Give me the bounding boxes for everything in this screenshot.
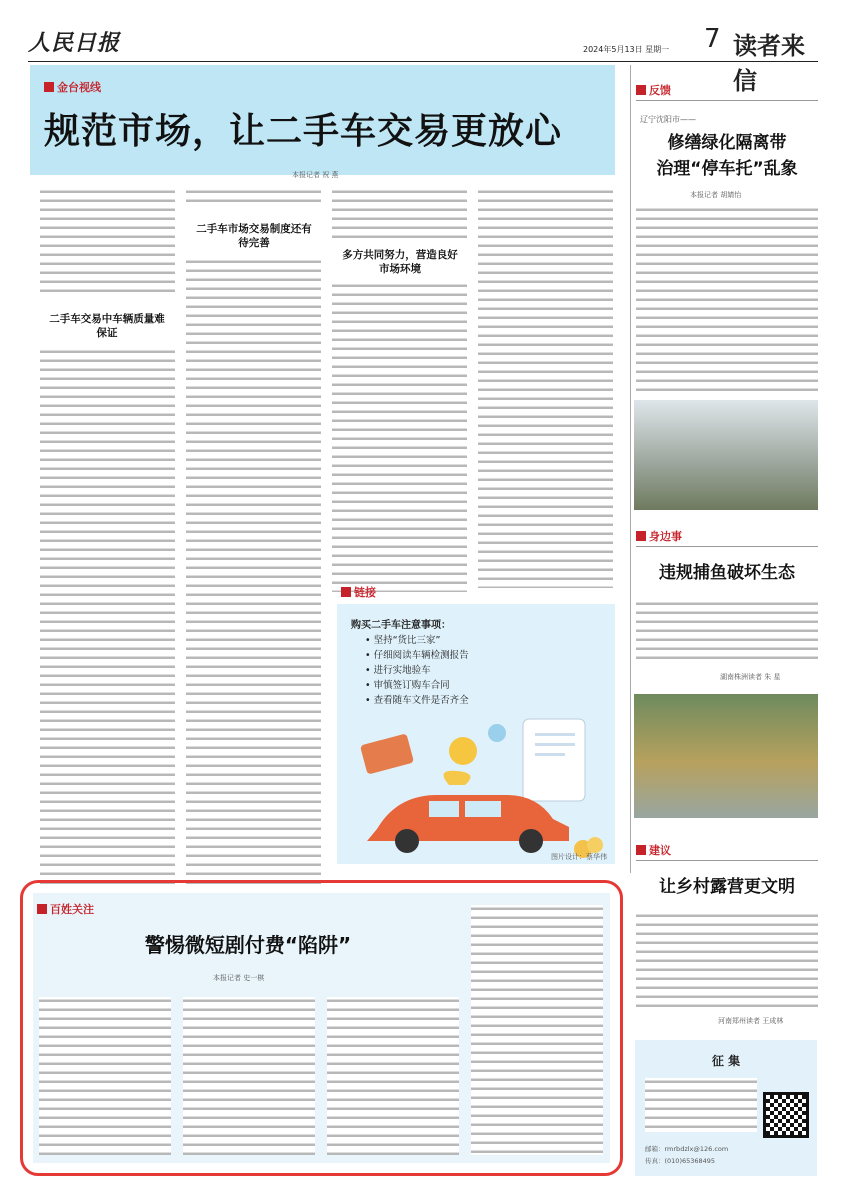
tip-item: • 进行实地验车 (365, 665, 431, 676)
camping-title: 让乡村露营更文明 (659, 877, 795, 897)
article-column (40, 348, 175, 888)
newspaper-logo: 人民日报 (28, 30, 121, 56)
feedback-title-line1: 修缮绿化隔离带 (667, 133, 787, 153)
feedback-pre-title: 辽宁沈阳市—— (640, 115, 696, 124)
feedback-section-label: 反馈 (636, 82, 671, 98)
link-section-label: 链接 (341, 584, 376, 600)
qr-code-icon[interactable] (763, 1092, 809, 1138)
tips-title: 购买二手车注意事项： (351, 620, 451, 631)
divider (636, 546, 818, 547)
car-illustration (337, 699, 615, 864)
bottom-byline: 本报记者 史一棋 (213, 974, 265, 982)
highlighted-article (33, 893, 610, 1163)
hero-byline: 本报记者 祝 燕 (292, 171, 339, 179)
hero-section-label: 金台视线 (44, 79, 101, 95)
hero-headline: 规范市场，让二手车交易更放心 (44, 111, 563, 152)
fishing-title: 违规捕鱼破坏生态 (659, 563, 795, 583)
article-column (332, 188, 467, 238)
article-subhead: 多方共同努力，营造良好市场环境 (342, 249, 458, 275)
notice-text (645, 1078, 757, 1132)
greenbelt-photo (634, 400, 818, 510)
highlighted-article-frame (20, 880, 623, 1176)
tips-infographic (337, 586, 615, 864)
divider (636, 100, 818, 101)
article-column (183, 997, 315, 1155)
tip-item: • 查看随车文件是否齐全 (365, 695, 469, 706)
article-column (186, 258, 321, 886)
notice-fax: 传真：(010)65368495 (645, 1157, 716, 1165)
camping-sign: 河南郑州读者 王成林 (718, 1017, 784, 1025)
river-photo (634, 694, 818, 818)
hero-banner (30, 65, 615, 175)
suggestion-section-label: 建议 (636, 842, 671, 858)
bow-icon (444, 771, 471, 785)
coin-icon (449, 737, 477, 765)
article-column (478, 188, 613, 588)
column-rule (630, 65, 631, 873)
tips-list (351, 618, 469, 708)
article-subhead: 二手车交易中车辆质量难保证 (49, 313, 165, 339)
article-column (636, 206, 818, 392)
call-for-letters-box (635, 1040, 817, 1176)
divider (636, 860, 818, 861)
article-column (636, 600, 818, 664)
notice-title: 征 集 (711, 1054, 741, 1068)
tip-item: • 审慎签订购车合同 (365, 680, 450, 691)
feedback-title-line2: 治理“停车托”乱象 (656, 159, 798, 179)
page-title: 读者来信 (733, 32, 805, 95)
article-column (471, 905, 603, 1155)
article-column (186, 188, 321, 208)
bottom-headline: 警惕微短剧付费“陷阱” (144, 933, 352, 957)
tip-item: • 仔细阅读车辆检测报告 (365, 650, 469, 661)
fishing-sign: 湖南株洲读者 朱 星 (720, 673, 781, 681)
notice-email: 邮箱：rmrbdzlx@126.com (645, 1145, 729, 1153)
article-column (39, 997, 171, 1155)
neighborhood-section-label: 身边事 (636, 528, 682, 544)
document-icon (523, 719, 585, 801)
article-column (40, 188, 175, 296)
article-column (636, 912, 818, 1012)
issue-date: 2024年5月13日 星期一 (583, 45, 670, 54)
illustration-credit: 图片设计：蔡华伟 (551, 853, 607, 861)
article-subhead: 二手车市场交易制度还有待完善 (196, 223, 312, 249)
article-column (332, 282, 467, 592)
article-column (327, 997, 459, 1155)
tip-item: • 坚持“货比三家” (365, 635, 441, 646)
credit-card-icon (360, 733, 414, 774)
gear-icon (488, 724, 506, 742)
bottom-section-label: 百姓关注 (37, 901, 94, 917)
feedback-byline: 本报记者 胡婧怡 (690, 191, 742, 199)
page-number: 7 (704, 24, 721, 54)
